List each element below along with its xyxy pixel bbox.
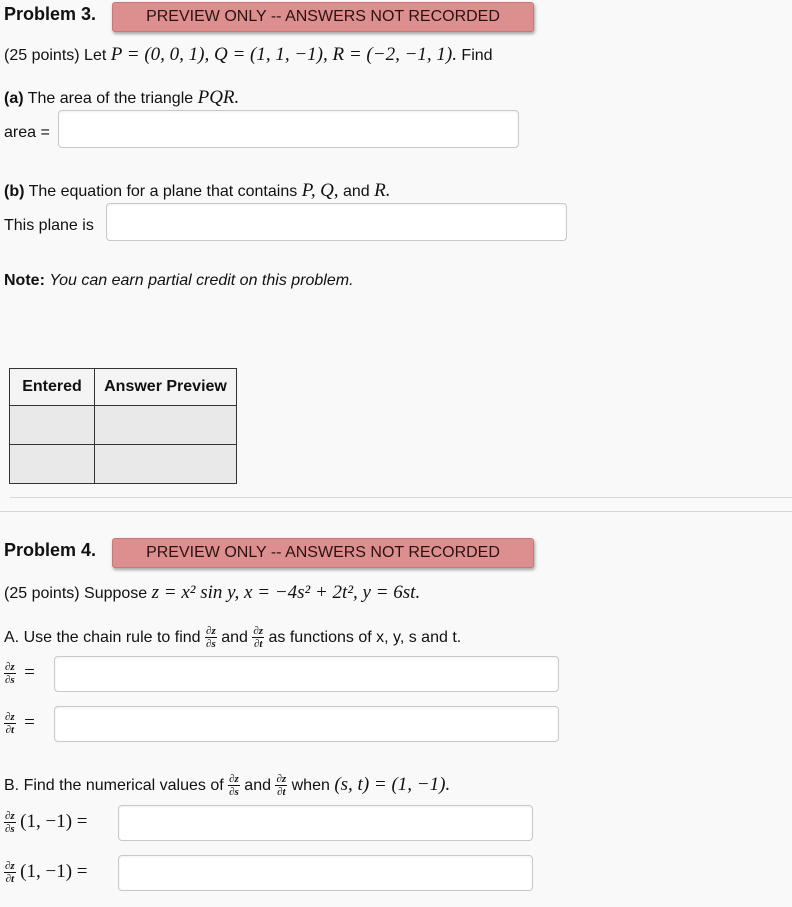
part-a-question xyxy=(4,626,461,650)
preview-only-badge: PREVIEW ONLY -- ANSWERS NOT RECORDED xyxy=(112,2,534,32)
dz-dt-answer-input[interactable] xyxy=(54,706,559,742)
problem-3-statement xyxy=(4,44,493,66)
table-row xyxy=(10,445,237,484)
dz-dt-label: $\frac{\partial z}{\partial t}$ = xyxy=(5,711,35,736)
find-text: Find xyxy=(461,47,493,64)
points-text: (25 points) Suppose xyxy=(4,585,148,602)
table-row xyxy=(10,406,237,445)
points-text: (25 points) Let xyxy=(4,47,107,64)
and-text: and xyxy=(244,777,271,795)
dz-dt-at-point-label: $\frac{\partial z}{\partial t}$ (1, −1) = xyxy=(5,860,88,885)
answer-preview-header: Answer Preview xyxy=(95,369,237,406)
part-b-label: (b) xyxy=(4,183,25,200)
area-answer-input[interactable] xyxy=(58,110,519,148)
note-text: You can earn partial credit on this problem. xyxy=(49,272,354,289)
points-definition: P = (0, 0, 1), Q = (1, 1, −1), R = (−2, −1, 1). xyxy=(110,44,457,65)
entered-header: Entered xyxy=(10,369,95,406)
when-text: when xyxy=(291,777,330,795)
divider xyxy=(0,511,792,512)
note-label: Note xyxy=(4,272,40,289)
function-definition: z = x² sin y, x = −4s² + 2t², y = 6st. xyxy=(151,582,421,603)
entered-cell xyxy=(10,406,95,445)
plane-answer-input[interactable] xyxy=(106,203,567,241)
part-a-question xyxy=(4,87,239,109)
dz-dt-fraction: $\frac{\partial z}{\partial t}$ xyxy=(276,773,287,798)
dz-dt-fraction: $\frac{\partial z}{\partial t}$ xyxy=(253,625,264,650)
part-b-question xyxy=(4,774,450,798)
part-a-text: The area of the triangle xyxy=(27,90,194,107)
partial-credit-note: Note: You can earn partial credit on this problem. xyxy=(4,272,354,289)
part-b-q: Q, xyxy=(320,180,339,201)
problem-3-title: Problem 3. xyxy=(4,4,97,24)
table-header-row xyxy=(10,369,237,406)
part-b-text: B. Find the numerical values of xyxy=(4,777,224,795)
dz-dt-at-point-input[interactable] xyxy=(118,855,533,891)
part-a-text-2: as functions of x, y, s and t. xyxy=(268,629,462,647)
divider xyxy=(10,497,792,498)
preview-cell xyxy=(95,406,237,445)
and-text: and xyxy=(221,629,248,647)
entered-cell xyxy=(10,445,95,484)
part-b-text: The equation for a plane that contains xyxy=(28,183,298,200)
part-a-math: PQR. xyxy=(197,87,240,108)
part-b-and: and xyxy=(343,183,370,200)
preview-only-badge: PREVIEW ONLY -- ANSWERS NOT RECORDED xyxy=(112,538,534,568)
part-b-question xyxy=(4,180,391,202)
part-b-r: R. xyxy=(374,180,391,201)
part-a-label: (a) xyxy=(4,90,24,107)
plane-label: This plane is xyxy=(4,217,94,234)
part-b-p: P, xyxy=(301,180,316,201)
dz-ds-label: $\frac{\partial z}{\partial s}$ = xyxy=(5,661,35,686)
answer-preview-table xyxy=(9,368,237,484)
part-a-text: A. Use the chain rule to find xyxy=(4,629,201,647)
preview-cell xyxy=(95,445,237,484)
dz-ds-fraction: $\frac{\partial z}{\partial s}$ xyxy=(206,625,216,650)
area-label: area = xyxy=(4,124,50,141)
dz-ds-fraction: $\frac{\partial z}{\partial s}$ xyxy=(229,773,239,798)
dz-ds-at-point-input[interactable] xyxy=(118,805,533,841)
problem-4-statement xyxy=(4,582,420,604)
point-math: (s, t) = (1, −1). xyxy=(334,774,451,796)
dz-ds-at-point-label: $\frac{\partial z}{\partial s}$ (1, −1) = xyxy=(5,810,88,835)
dz-ds-answer-input[interactable] xyxy=(54,656,559,692)
problem-4-title: Problem 4. xyxy=(4,540,97,560)
